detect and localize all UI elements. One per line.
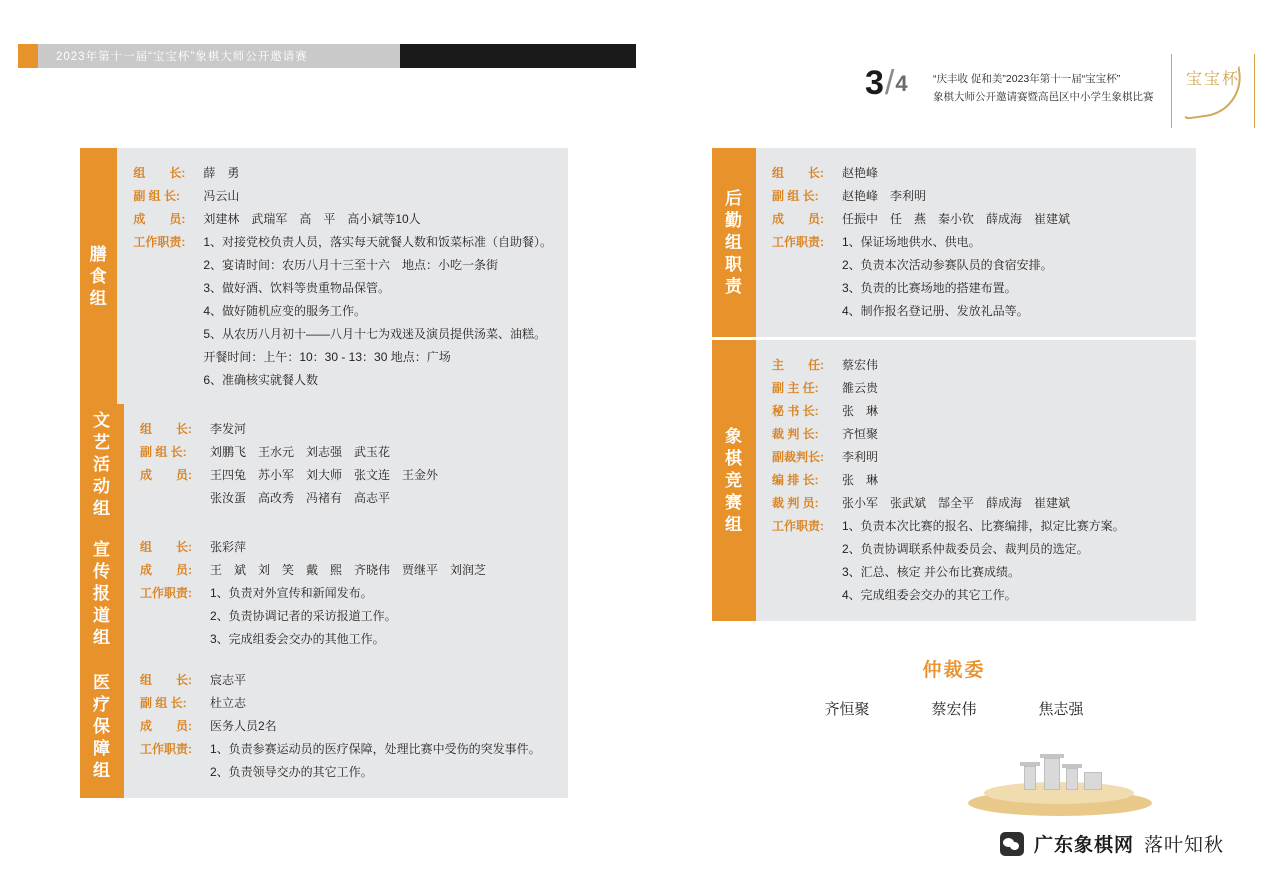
sub-line: 4、做好随机应变的服务工作。 — [203, 304, 366, 318]
row-value: 雒云贵 — [842, 381, 879, 395]
right-header-text — [933, 70, 1154, 106]
right-header-line-1: “庆丰收 促和美”2023年第十一届“宝宝杯” — [933, 73, 1121, 85]
row-value: 医务人员2名 — [210, 719, 277, 733]
page-number — [865, 66, 908, 102]
row-value: 薛 勇 — [203, 166, 240, 180]
row-label: 成 员: — [140, 563, 192, 577]
tower-shape — [1066, 768, 1078, 790]
sub-line: 4、完成组委会交办的其它工作。 — [842, 588, 1017, 602]
info-row — [140, 582, 552, 605]
page-separator: / — [884, 64, 895, 102]
row-label: 裁 判 员: — [772, 496, 819, 510]
section-label-meal — [80, 148, 117, 406]
row-value: 冯云山 — [203, 189, 240, 203]
section-culture-group — [80, 404, 568, 526]
row-label: 成 员: — [140, 468, 192, 482]
row-label: 组 长: — [140, 673, 192, 687]
info-row — [140, 418, 552, 441]
section-body-medical — [124, 655, 568, 798]
info-row — [133, 231, 552, 254]
row-label: 组 长: — [772, 166, 824, 180]
arbitration-name: 焦志强 — [1038, 701, 1084, 718]
sub-line: 3、做好酒、饮料等贵重物品保管。 — [203, 281, 390, 295]
section-medical-group — [80, 655, 568, 798]
info-row — [772, 185, 1180, 208]
section-label-meal-text: 膳食组 — [89, 245, 108, 308]
section-meal-group — [80, 148, 568, 406]
section-body-meal — [117, 148, 568, 406]
footer-brand-slogan: 落叶知秋 — [1144, 835, 1225, 856]
sub-line: 开餐时间：上午：10：30 - 13：30 地点：广场 — [203, 350, 451, 364]
row-label: 副 主 任: — [772, 381, 819, 395]
row-value: 齐恒聚 — [842, 427, 879, 441]
sub-line: 2、负责本次活动参赛队员的食宿安排。 — [842, 258, 1053, 272]
tower-cap-shape — [1062, 764, 1082, 768]
row-value: 李发河 — [210, 422, 247, 436]
wechat-icon — [1000, 832, 1024, 856]
row-value: 王四兔 苏小军 刘大师 张文连 王金外 — [210, 468, 439, 482]
row-label: 组 长: — [133, 166, 186, 180]
footer-brand-name: 广东象棋网 — [1034, 835, 1135, 856]
row-label: 秘 书 长: — [772, 404, 819, 418]
row-value: 1、对接党校负责人员，落实每天就餐人数和饭菜标准（自助餐）。 — [203, 235, 552, 249]
info-row — [772, 231, 1180, 254]
row-value: 张 琳 — [842, 404, 879, 418]
row-label: 裁 判 长: — [772, 427, 819, 441]
row-value: 王 斌 刘 笑 戴 熙 齐晓伟 贾继平 刘润芝 — [210, 563, 487, 577]
section-body-chess — [756, 340, 1196, 621]
info-row — [133, 162, 552, 185]
info-row — [140, 692, 552, 715]
info-row — [140, 441, 552, 464]
section-label-logistics — [712, 148, 756, 337]
row-label: 副 组 长: — [140, 696, 187, 710]
sub-line: 2、宴请时间：农历八月十三至十六 地点：小吃一条街 — [203, 258, 498, 272]
tower-cap-shape — [1040, 754, 1064, 758]
right-header — [865, 62, 1265, 134]
row-label: 工作职责: — [140, 742, 192, 756]
row-value: 刘鹏飞 王水元 刘志强 武玉花 — [210, 445, 391, 459]
sub-line: 3、完成组委会交办的其他工作。 — [210, 632, 385, 646]
row-value: 任振中 任 燕 秦小钦 薛成海 崔建斌 — [842, 212, 1071, 226]
row-value: 杜立志 — [210, 696, 247, 710]
row-label: 编 排 长: — [772, 473, 819, 487]
row-label: 主 任: — [772, 358, 824, 372]
sub-line: 2、负责领导交办的其它工作。 — [210, 765, 373, 779]
arbitration-name: 蔡宏伟 — [931, 701, 977, 718]
cityscape-illustration-icon — [960, 752, 1160, 822]
row-label: 工作职责: — [772, 235, 824, 249]
row-label: 工作职责: — [133, 235, 186, 249]
info-row — [772, 469, 1180, 492]
info-row — [140, 738, 552, 761]
row-value: 1、负责对外宣传和新闻发布。 — [210, 586, 373, 600]
row-label: 副 组 长: — [140, 445, 187, 459]
info-row — [772, 377, 1180, 400]
info-row — [772, 492, 1180, 515]
right-header-line-2: 象棋大师公开邀请赛暨高邑区中小学生象棋比赛 — [933, 91, 1154, 103]
sub-line: 2、负责协调记者的采访报道工作。 — [210, 609, 397, 623]
section-logistics-group — [712, 148, 1196, 337]
section-label-chess — [712, 340, 756, 621]
section-label-logistics-text: 后勤组职责 — [725, 188, 743, 296]
tower-shape — [1044, 758, 1060, 790]
row-value: 刘建林 武瑞军 高 平 高小斌等10人 — [203, 212, 421, 226]
header-black-block — [400, 44, 636, 68]
row-label: 组 长: — [140, 422, 192, 436]
row-label: 副 组 长: — [772, 189, 819, 203]
section-chess-competition-group — [712, 340, 1196, 621]
row-value: 张彩萍 — [210, 540, 247, 554]
row-value: 张 琳 — [842, 473, 879, 487]
row-label: 副 组 长: — [133, 189, 180, 203]
section-label-chess-text: 象棋竞赛组 — [725, 426, 743, 534]
info-row — [772, 162, 1180, 185]
info-row — [772, 354, 1180, 377]
section-label-medical — [80, 655, 124, 798]
sub-line: 张汝蛋 高改秀 冯褚有 高志平 — [210, 491, 391, 505]
row-value: 宸志平 — [210, 673, 247, 687]
page-total: 4 — [895, 71, 908, 96]
logo-swoosh-icon — [1176, 66, 1246, 120]
section-label-publicity-text: 宣传报道组 — [93, 539, 111, 647]
row-value: 1、负责本次比赛的报名、比赛编排，拟定比赛方案。 — [842, 519, 1125, 533]
row-value: 赵艳峰 — [842, 166, 879, 180]
section-body-culture — [124, 404, 568, 526]
row-label: 工作职责: — [772, 519, 824, 533]
info-row — [772, 208, 1180, 231]
logo-text: 宝宝杯 — [1185, 71, 1240, 88]
row-label: 成 员: — [133, 212, 186, 226]
row-value: 1、保证场地供水、供电。 — [842, 235, 981, 249]
row-value: 蔡宏伟 — [842, 358, 879, 372]
header-title: 2023年第十一届“宝宝杯”象棋大师公开邀请赛 — [56, 51, 308, 63]
header-accent-block — [18, 44, 38, 68]
page-current: 3 — [865, 64, 884, 102]
arbitration-title: 仲裁委 — [922, 660, 986, 681]
arbitration-names — [712, 698, 1196, 719]
row-label: 工作职责: — [140, 586, 192, 600]
section-label-medical-text: 医疗保障组 — [93, 672, 111, 780]
sub-line: 2、负责协调联系仲裁委员会、裁判员的选定。 — [842, 542, 1089, 556]
row-label: 成 员: — [772, 212, 824, 226]
row-value: 赵艳峰 李利明 — [842, 189, 927, 203]
info-row — [772, 423, 1180, 446]
row-label: 组 长: — [140, 540, 192, 554]
info-row — [140, 669, 552, 692]
arbitration-name: 齐恒聚 — [824, 701, 870, 718]
section-label-culture — [80, 404, 124, 526]
tower-shape — [1024, 766, 1036, 790]
section-label-culture-text: 文艺活动组 — [93, 411, 111, 518]
row-value: 张小军 张武斌 郜全平 薛成海 崔建斌 — [842, 496, 1071, 510]
section-body-logistics — [756, 148, 1196, 337]
header-title-band — [38, 44, 400, 68]
tower-shape — [1084, 772, 1102, 790]
info-row — [140, 559, 552, 582]
row-value: 李利明 — [842, 450, 879, 464]
info-row — [140, 715, 552, 738]
sub-line: 6、准确核实就餐人数 — [203, 373, 318, 387]
row-value: 1、负责参赛运动员的医疗保障，处理比赛中受伤的突发事件。 — [210, 742, 541, 756]
tower-cap-shape — [1020, 762, 1040, 766]
info-row — [772, 446, 1180, 469]
row-label: 副裁判长: — [772, 450, 824, 464]
sub-line: 4、制作报名登记册、发放礼品等。 — [842, 304, 1029, 318]
sub-line: 5、从农历八月初十——八月十七为戏迷及演员提供汤菜、油糕。 — [203, 327, 546, 341]
row-label: 成 员: — [140, 719, 192, 733]
sub-line: 3、汇总、核定 并公布比赛成绩。 — [842, 565, 1021, 579]
section-publicity-group — [80, 522, 568, 665]
info-row — [772, 400, 1180, 423]
section-label-publicity — [80, 522, 124, 665]
event-logo-icon — [1165, 54, 1261, 128]
sub-line: 3、负责的比赛场地的搭建布置。 — [842, 281, 1017, 295]
info-row — [133, 185, 552, 208]
footer-brand — [1000, 830, 1224, 857]
header-bar — [18, 44, 636, 68]
info-row — [140, 464, 552, 487]
info-row — [772, 515, 1180, 538]
info-row — [133, 208, 552, 231]
section-body-publicity — [124, 522, 568, 665]
info-row — [140, 536, 552, 559]
